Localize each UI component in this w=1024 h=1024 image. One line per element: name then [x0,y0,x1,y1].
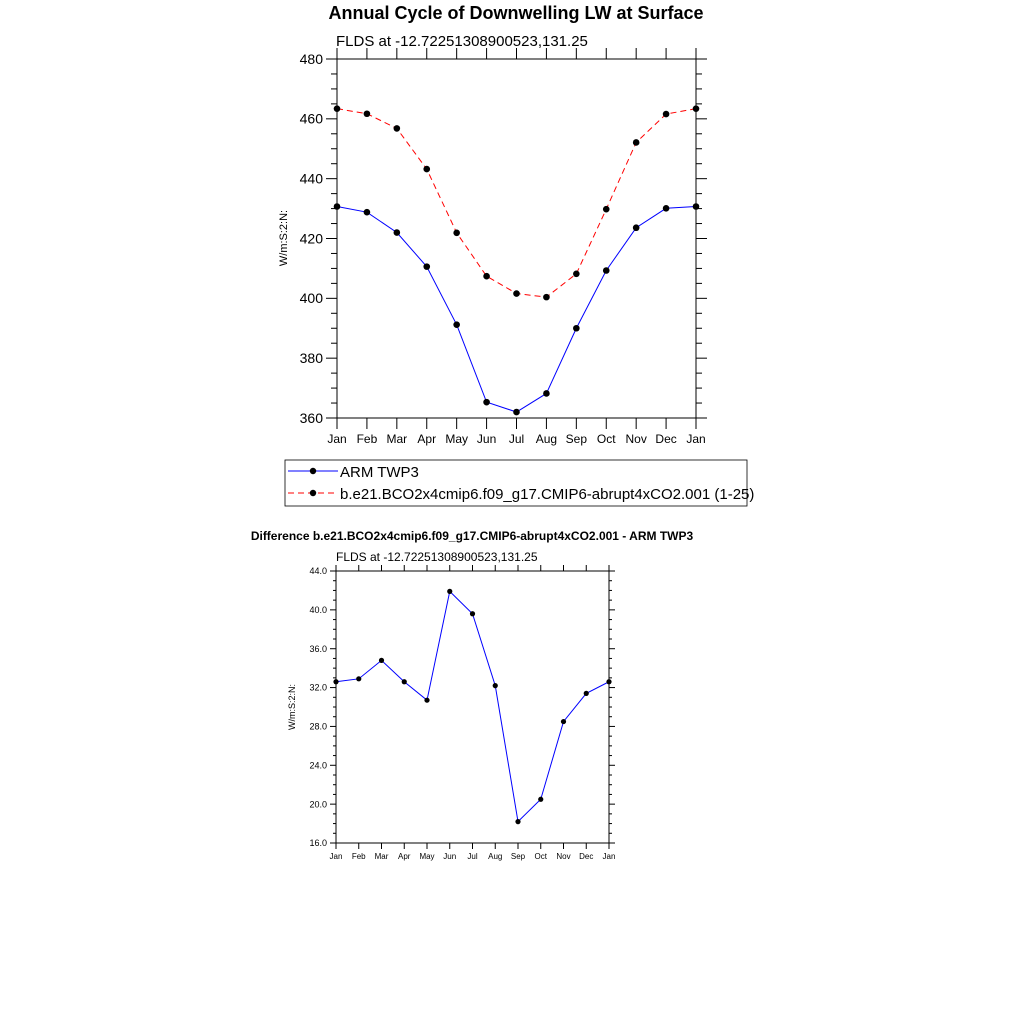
x-tick-label: Apr [398,852,411,861]
x-tick-label: Jan [327,432,347,446]
bottom-chart-subtitle: FLDS at -12.72251308900523,131.25 [336,550,538,564]
y-tick-label: 24.0 [309,760,327,771]
bottom-chart [251,529,694,861]
x-tick-label: Aug [535,432,558,446]
top-chart-title: Annual Cycle of Downwelling LW at Surface [328,3,704,23]
data-point [423,263,430,270]
data-point [584,691,589,696]
x-tick-label: Jun [443,852,457,861]
y-tick-label: 16.0 [309,838,327,849]
y-tick-label: 360 [299,409,323,426]
data-point [543,294,550,301]
x-tick-label: Oct [596,432,616,446]
x-tick-label: Jan [329,852,343,861]
bottom-x-axis [330,565,616,861]
x-tick-label: Sep [510,852,526,861]
x-tick-label: May [419,852,435,861]
data-point [453,230,460,237]
data-point [470,611,475,616]
bottom-series-layer [333,589,611,824]
data-point [633,139,640,146]
y-tick-label: 400 [299,290,323,307]
legend-marker-arm [310,468,316,474]
x-tick-label: Dec [579,852,594,861]
data-point [364,110,371,117]
x-tick-label: May [445,432,469,446]
x-tick-label: Feb [356,432,378,446]
data-point [394,125,401,132]
top-plot-frame [337,59,696,418]
y-tick-label: 32.0 [309,682,327,693]
data-point [538,797,543,802]
y-tick-label: 380 [299,350,323,367]
data-point [513,409,520,416]
y-tick-label: 40.0 [309,605,327,616]
legend-marker-model [310,490,316,496]
data-point [394,229,401,236]
y-tick-label: 28.0 [309,721,327,732]
data-point [561,719,566,724]
data-point [663,205,670,212]
x-tick-label: Aug [488,852,503,861]
y-tick-label: 480 [299,50,323,67]
bottom-chart-title: Difference b.e21.BCO2x4cmip6.f09_g17.CMIP6-abrupt4xCO2.001 - ARM TWP3 [250,529,694,543]
data-point [334,105,341,112]
y-tick-label: 460 [299,110,323,127]
data-point [453,321,460,328]
series-line-1 [337,109,696,297]
bottom-chart-ylabel: W/m:S:2:N: [287,683,297,731]
data-point [693,105,700,112]
data-point [483,273,490,280]
series-line-0 [337,206,696,412]
x-tick-label: Sep [565,432,588,446]
data-point [633,224,640,231]
data-point [424,698,429,703]
data-point [379,658,384,663]
data-point [603,267,610,274]
y-tick-label: 420 [299,230,323,247]
top-y-axis [300,51,707,426]
x-tick-label: Jan [602,852,616,861]
data-point [402,679,407,684]
data-point [543,390,550,397]
x-tick-label: Nov [625,432,647,446]
data-point [493,683,498,688]
top-x-axis [327,48,705,446]
y-tick-label: 440 [299,170,323,187]
x-tick-label: Oct [534,852,547,861]
top-chart [278,3,754,506]
top-series-layer [334,105,700,415]
data-point [515,819,520,824]
bottom-y-axis [309,566,615,848]
data-point [573,271,580,278]
data-point [334,203,341,210]
y-tick-label: 36.0 [309,643,327,654]
data-point [356,676,361,681]
x-tick-label: Jul [508,432,525,446]
data-point [573,325,580,332]
data-point [663,111,670,118]
data-point [423,166,430,173]
x-tick-label: Dec [655,432,677,446]
x-tick-label: Feb [351,852,366,861]
legend-label-arm: ARM TWP3 [340,464,419,481]
data-point [364,209,371,216]
x-tick-label: Mar [386,432,408,446]
x-tick-label: Apr [417,432,437,446]
x-tick-label: Mar [374,852,389,861]
x-tick-label: Jul [467,852,478,861]
data-point [333,679,338,684]
data-point [603,206,610,213]
legend-label-model: b.e21.BCO2x4cmip6.f09_g17.CMIP6-abrupt4xCO2.001 (1-25) [340,486,755,503]
data-point [483,399,490,406]
data-point [693,203,700,210]
top-chart-ylabel: W/m:S:2:N: [278,209,290,267]
x-tick-label: Jun [476,432,497,446]
data-point [606,679,611,684]
top-legend [285,460,754,506]
x-tick-label: Nov [556,852,571,861]
data-point [447,589,452,594]
y-tick-label: 44.0 [309,566,327,577]
data-point [513,290,520,297]
x-tick-label: Jan [686,432,706,446]
top-chart-subtitle: FLDS at -12.72251308900523,131.25 [336,33,588,50]
series-line-0 [336,591,609,821]
y-tick-label: 20.0 [309,799,327,810]
